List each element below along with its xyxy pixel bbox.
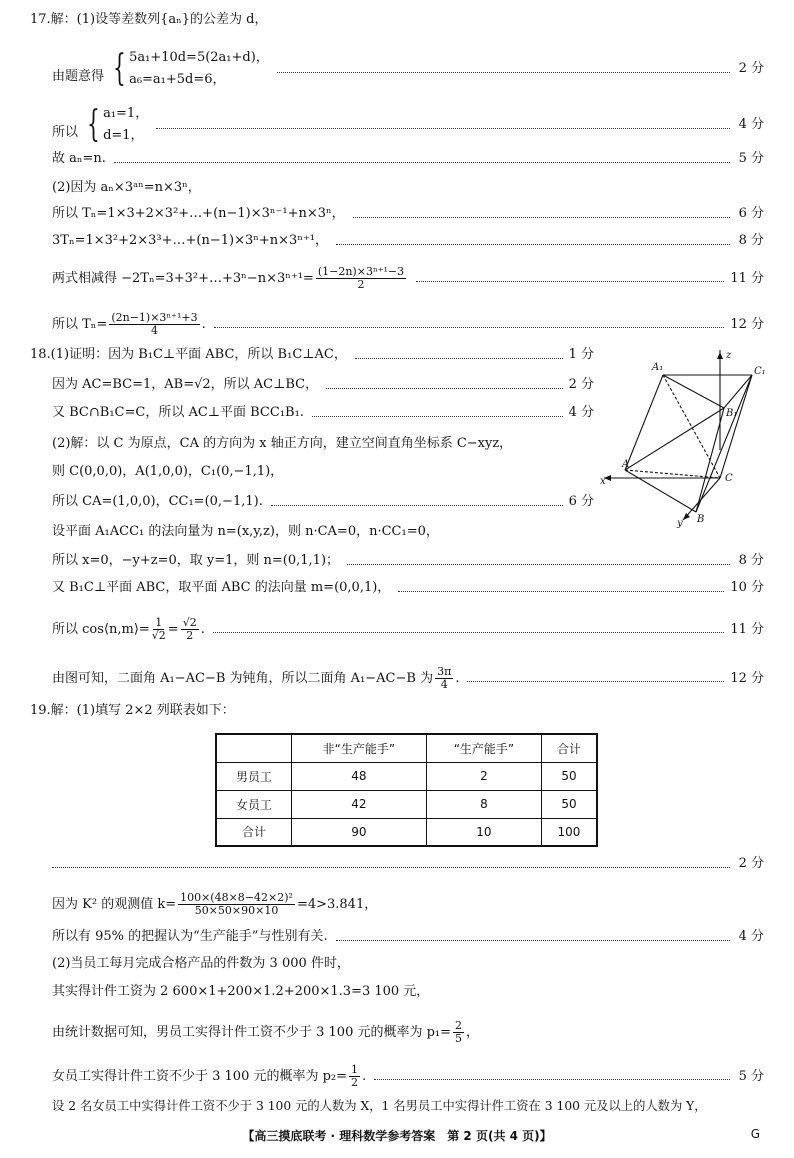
line-19-k2: 因为 K² 的观测值 k= $\frac{\text{100×(48×8−42×2)²}}{50\times 50\times 90\times 10}$ =4>3.841， bbox=[52, 891, 378, 917]
z-arrow-icon bbox=[717, 352, 723, 359]
line-17-part2: (2)因为 aₙ×3ᵃⁿ=n×3ⁿ， bbox=[52, 180, 201, 195]
line-17-system bbox=[52, 50, 764, 88]
line-18-points: 则 C(0,0,0)，A(1,0,0)，C₁(0,−1,1)， bbox=[52, 464, 284, 479]
edge-A1A bbox=[625, 375, 663, 470]
label-C: C bbox=[725, 473, 733, 484]
line-19-XY: 设 2 名女员工中实得计件工资不少于 3 100 元的人数为 X，1 名男员工中实得计件工资在 3 100 元及以上的人数为 Y， bbox=[52, 1099, 707, 1113]
table-row: 女员工 42 8 50 bbox=[216, 790, 597, 818]
edge-C1B1 bbox=[724, 375, 752, 408]
fraction: $\frac{\text{(2n−1)×3ⁿ⁺¹+3}}{4}$ bbox=[111, 311, 198, 337]
line-17-an: 故 aₙ=n. 5 分 bbox=[52, 151, 764, 166]
line-17-result: 所以 Tₙ= $\frac{\text{(2n−1)×3ⁿ⁺¹+3}}{4}$ . 12 分 bbox=[52, 311, 764, 337]
line-18-angle: 由图可知，二面角 A₁−AC−B 为钝角，所以二面角 A₁−AC−B 为 $\frac{3\pi}{4}$ . 12 分 bbox=[52, 665, 764, 691]
line-17-Tn: 所以 Tₙ=1×3+2×3²+…+(n−1)×3ⁿ⁻¹+n×3ⁿ， 6 分 bbox=[52, 206, 764, 221]
line-19-p2: 女员工实得计件工资不少于 3 100 元的概率为 p₂= $\frac{1}{2}$ . 5 分 bbox=[52, 1063, 764, 1089]
table-header-row: 非“生产能手” “生产能手” 合计 bbox=[216, 734, 597, 762]
line-19-table-score: 2 分 bbox=[52, 856, 764, 872]
line-17-solution: 所以 { a₁=1， d=1， 4 分 bbox=[52, 104, 764, 145]
footer-letter: G bbox=[750, 1127, 760, 1141]
page-footer: 【高三摸底联考 · 理科数学参考答案 第 2 页(共 4 页)】 bbox=[242, 1129, 552, 1143]
line-19-p1: 由统计数据可知，男员工实得计件工资不少于 3 100 元的概率为 p₁= $\frac{2}{5}$ ， bbox=[52, 1019, 480, 1045]
edge-A1B1 bbox=[663, 375, 724, 408]
table-row: 合计 90 10 100 bbox=[216, 818, 597, 846]
label-C1: C₁ bbox=[754, 366, 766, 377]
label-A: A bbox=[622, 459, 630, 470]
edge-C1C bbox=[720, 375, 752, 478]
line-18-perp: 因为 AC=BC=1，AB=√2，所以 AC⊥BC， 2 分 bbox=[52, 377, 594, 392]
line-19-wage: 其实得计件工资为 2 600×1+200×1.2+200×1.3=3 100 元， bbox=[52, 984, 430, 999]
label-B1: B₁ bbox=[726, 408, 738, 419]
edge-C1B bbox=[696, 375, 752, 512]
fraction: $\frac{\text{(1−2n)×3ⁿ⁺¹−3}}{2}$ bbox=[317, 265, 405, 291]
label-y: y bbox=[677, 518, 683, 529]
solution-system: { a₁=1， d=1， bbox=[87, 104, 149, 145]
contingency-table bbox=[215, 733, 598, 847]
system-label: 由题意得 bbox=[52, 69, 105, 84]
equation-system: { 5a₁+10d=5(2a₁+d)， a₆=a₁+5d=6， bbox=[113, 48, 269, 89]
line-18-vectors: 所以 CA=(1,0,0)，CC₁=(0,−1,1). 6 分 bbox=[52, 494, 594, 509]
line-19-conclusion: 所以有 95% 的把握认为“生产能手”与性别有关. 4 分 bbox=[52, 929, 764, 944]
line-18-m: 又 B₁C⊥平面 ABC，取平面 ABC 的法向量 m=(0,0,1)， 10 分 bbox=[52, 580, 764, 595]
line-18-plane: 又 BC∩B₁C=C，所以 AC⊥平面 BCC₁B₁. 4 分 bbox=[52, 405, 594, 420]
line-18-n: 所以 x=0，−y+z=0，取 y=1，则 n=(0,1,1)； 8 分 bbox=[52, 553, 764, 568]
line-18-cos: 所以 cos⟨n,m⟩= $\frac{1}{√2}$ = $\frac{√2}{2}$ . 11 分 bbox=[52, 616, 764, 642]
line-19-intro: 19.解：(1)填写 2×2 列联表如下： bbox=[30, 703, 235, 718]
line-17-3Tn: 3Tₙ=1×3²+2×3³+…+(n−1)×3ⁿ+n×3ⁿ⁺¹， 8 分 bbox=[52, 233, 764, 248]
prism-figure bbox=[600, 350, 780, 530]
line-18-normal: 设平面 A₁ACC₁ 的法向量为 n=(x,y,z)，则 n·CA=0，n·CC₁=0， bbox=[52, 524, 439, 539]
edge-AB bbox=[625, 470, 696, 512]
edge-AB1 bbox=[625, 408, 724, 470]
table-row: 男员工 48 2 50 bbox=[216, 762, 597, 790]
leader-dots bbox=[277, 72, 730, 73]
line-17-subtract: 两式相减得 −2Tₙ=3+3²+…+3ⁿ−n×3ⁿ⁺¹= $\frac{\text{(1−2n)×3ⁿ⁺¹−3}}{2}$ 11 分 bbox=[52, 265, 764, 291]
score: 2 分 bbox=[738, 61, 764, 76]
line-18-coord: (2)解：以 C 为原点，CA 的方向为 x 轴正方向，建立空间直角坐标系 C−xyz， bbox=[52, 436, 513, 451]
label-B: B bbox=[697, 514, 705, 525]
line-18-proof: 18.(1)证明：因为 B₁C⊥平面 ABC，所以 B₁C⊥AC， 1 分 bbox=[30, 347, 594, 362]
line-19-part2: (2)当员工每月完成合格产品的件数为 3 000 件时， bbox=[52, 956, 350, 971]
label-z: z bbox=[726, 350, 732, 361]
label-A1: A₁ bbox=[652, 362, 664, 373]
label-x: x bbox=[600, 476, 606, 487]
line-17-intro: 17.解：(1)设等差数列{aₙ}的公差为 d， bbox=[30, 12, 268, 27]
